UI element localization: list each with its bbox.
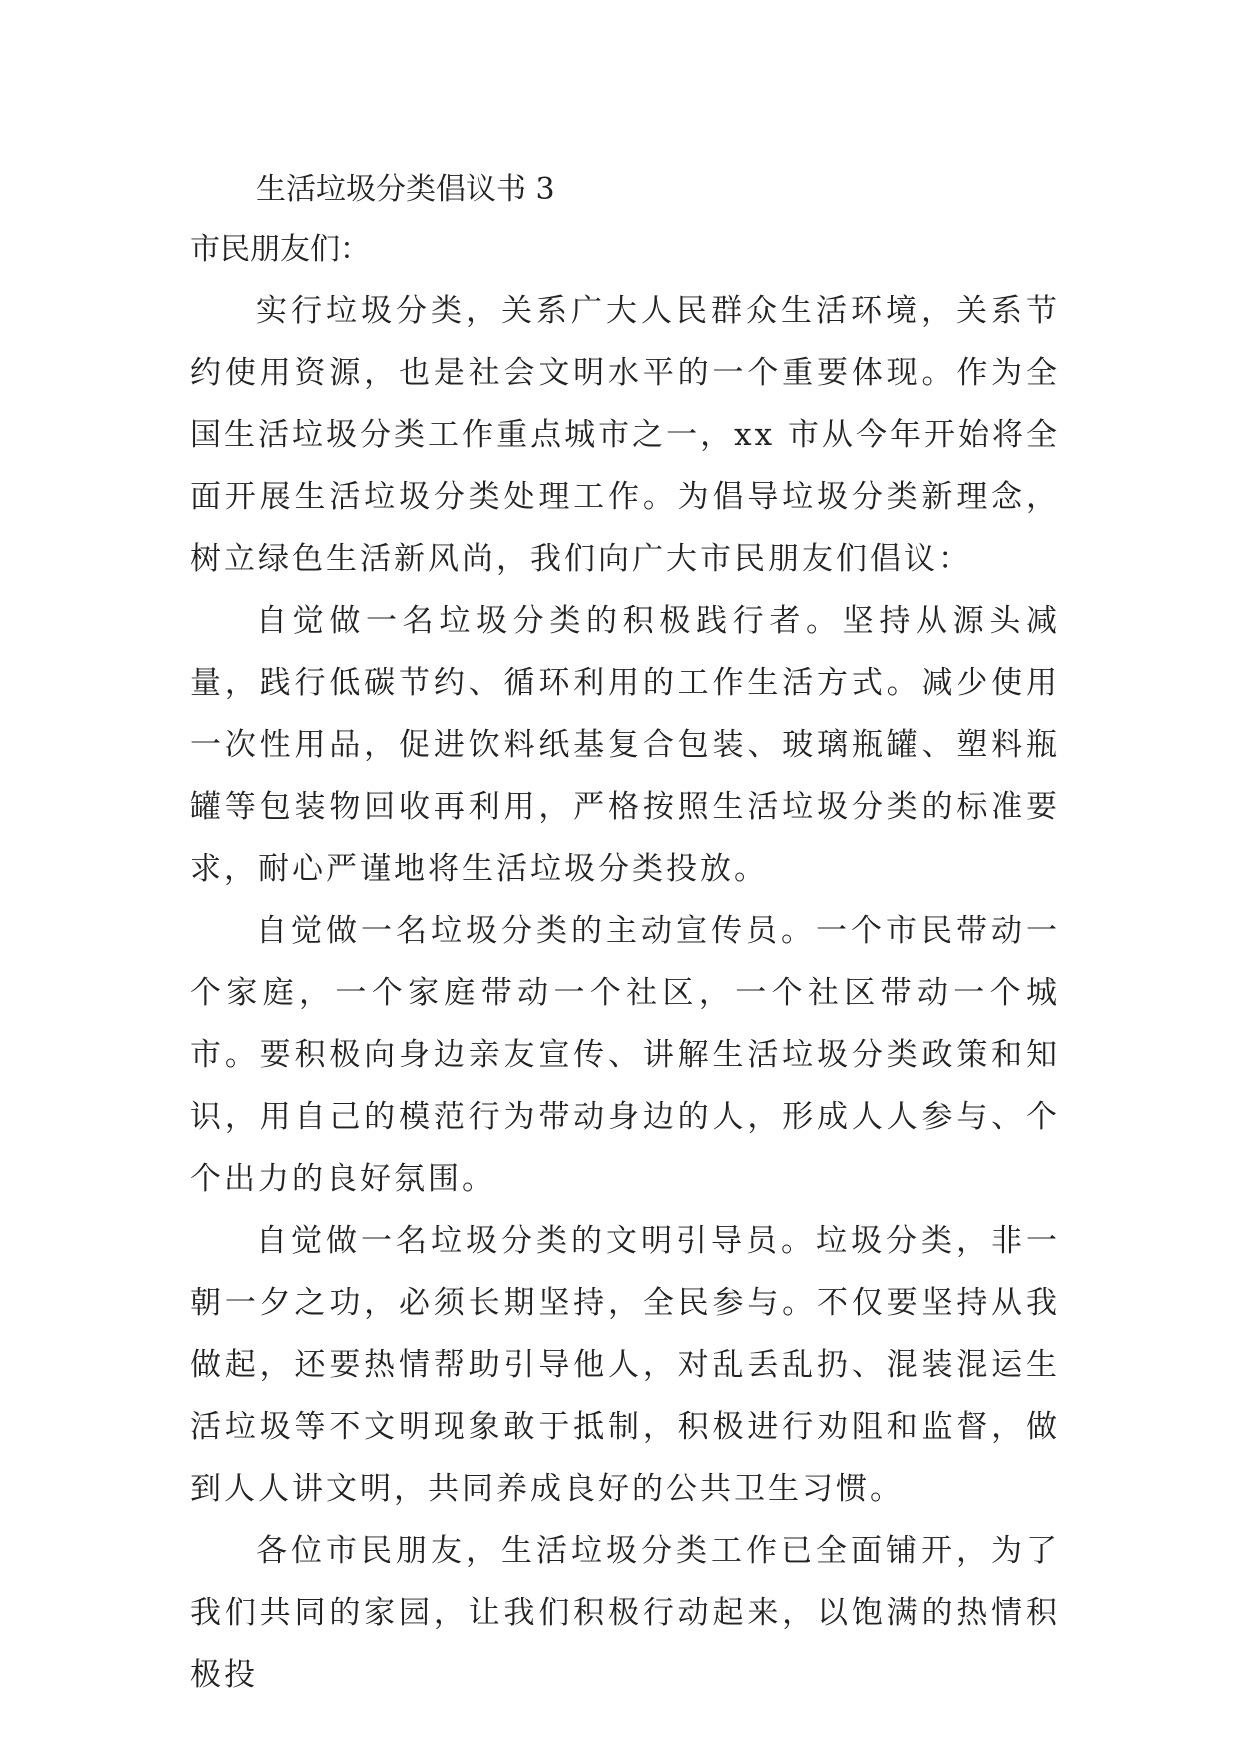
document-title: 生活垃圾分类倡议书 3 <box>256 172 555 207</box>
paragraph-practitioner: 自觉做一名垃圾分类的积极践行者。坚持从源头减量，践行低碳节约、循环利用的工作生活方式。减少使用一次性用品，促进饮料纸基复合包装、玻璃瓶罐、塑料瓶罐等包装物回收再利用，严格按照生活垃圾分类的标准要求，耐心严谨地将生活垃圾分类投放。 <box>190 603 1060 887</box>
paragraph-closing: 各位市民朋友，生活垃圾分类工作已全面铺开，为了我们共同的家园，让我们积极行动起来，以饱满的热情积极投 <box>190 1533 1060 1693</box>
paragraph-promoter: 自觉做一名垃圾分类的主动宣传员。一个市民带动一个家庭，一个家庭带动一个社区，一个社区带动一个城市。要积极向身边亲友宣传、讲解生活垃圾分类政策和知识，用自己的模范行为带动身边的人，形成人人参与、个个出力的良好氛围。 <box>190 913 1060 1197</box>
document-page <box>190 160 1060 1706</box>
salutation: 市民朋友们： <box>190 232 370 267</box>
paragraph-intro: 实行垃圾分类，关系广大人民群众生活环境，关系节约使用资源，也是社会文明水平的一个重要体现。作为全国生活垃圾分类工作重点城市之一，xx 市从今年开始将全面开展生活垃圾分类处理工作。为倡导垃圾分类新理念，树立绿色生活新风尚，我们向广大市民朋友们倡议： <box>190 293 1060 577</box>
paragraph-guide: 自觉做一名垃圾分类的文明引导员。垃圾分类，非一朝一夕之功，必须长期坚持，全民参与。不仅要坚持从我做起，还要热情帮助引导他人，对乱丢乱扔、混装混运生活垃圾等不文明现象敢于抵制，积极进行劝阻和监督，做到人人讲文明，共同养成良好的公共卫生习惯。 <box>190 1223 1060 1507</box>
